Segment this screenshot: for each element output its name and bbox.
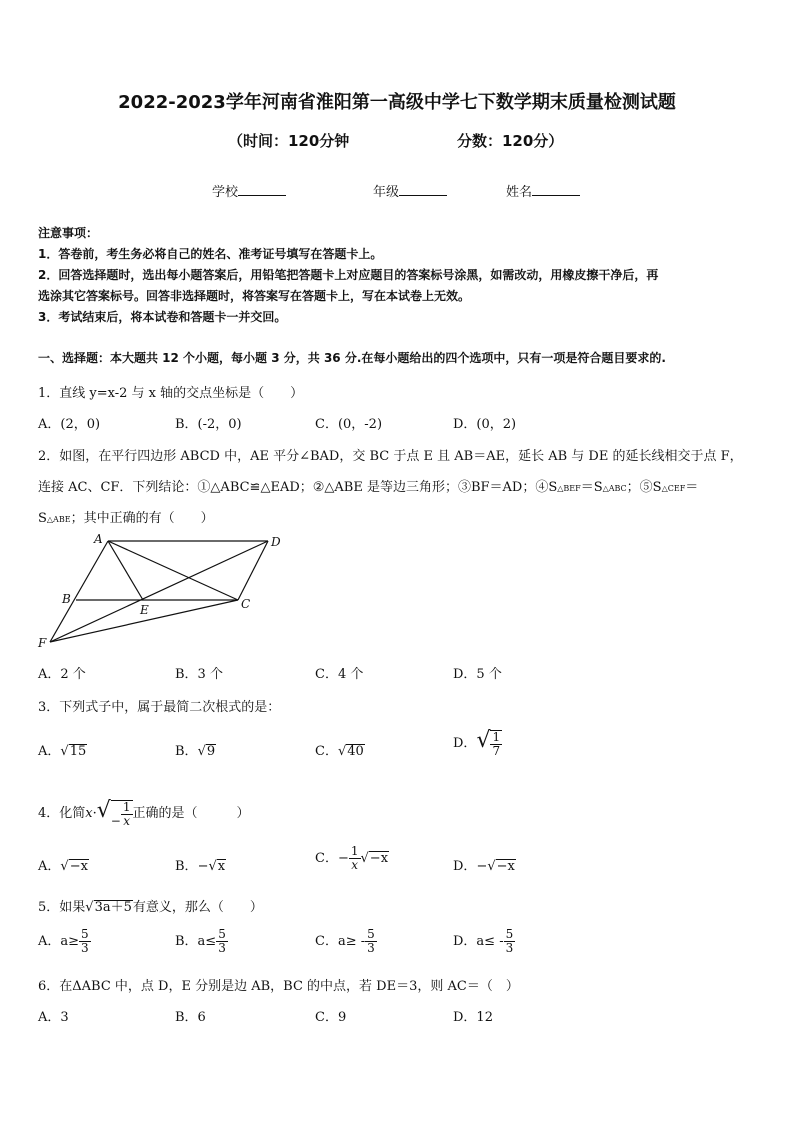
note-1: 1．答卷前，考生务必将自己的姓名、准考证号填写在答题卡上。 (38, 247, 383, 261)
q2-mid: ；⑤S (626, 480, 662, 495)
q2-sub-cef: △CEF (661, 484, 686, 493)
q3-option-d: D．√ $\frac{1}{7}$ (453, 728, 501, 758)
q2-line3 (38, 507, 214, 526)
q3-c-radicand: 40 (347, 744, 364, 759)
q4-var: x (85, 806, 93, 821)
q4-b-label: B． (175, 859, 198, 874)
q3-option-a: A．√15 (38, 744, 87, 759)
q1-option-b: B．(-2，0) (175, 417, 242, 432)
q1-stem: 1．直线 y=x-2 与 x 轴的交点坐标是（ ） (38, 386, 304, 401)
q2-option-b: B．3 个 (175, 667, 223, 682)
q4-stem-pre: 4．化简 (38, 806, 86, 821)
q4-c-radicand: −x (369, 851, 389, 866)
q5-option-a (38, 928, 91, 955)
q2-sub-abe: △ABE (46, 515, 71, 524)
q2-sub-bef: △BEF (557, 484, 581, 493)
q4-d-pre: − (476, 859, 488, 874)
school-blank (238, 183, 286, 196)
q4-d-label: D． (453, 859, 477, 874)
q1-option-d: D．(0，2) (453, 417, 517, 432)
label-e: E (140, 603, 149, 617)
q2-line2 (38, 476, 698, 495)
q3-a-label: A． (38, 744, 61, 759)
q5-b-den: 3 (218, 941, 226, 955)
q6-option-a: A．3 (38, 1010, 69, 1025)
q2-option-a: A．2 个 (38, 667, 86, 682)
label-a: A (94, 532, 103, 546)
q3-d-den: 7 (492, 743, 501, 758)
name-blank (532, 183, 580, 196)
q4-b-pre: − (197, 859, 209, 874)
q5-option-c (315, 928, 377, 955)
q3-option-c: C．√40 (315, 744, 364, 759)
note-3: 3．考试结束后，将本试卷和答题卡一并交回。 (38, 310, 287, 324)
q3-b-label: B． (175, 744, 198, 759)
q5-b-label: B．a≤ (175, 934, 217, 949)
q3-stem: 3．下列式子中，属于最简二次根式的是： (38, 700, 281, 715)
q5-stem-post: 有意义，那么（ ） (132, 900, 263, 915)
q3-d-num: 1 (492, 729, 501, 744)
q4-d-radicand: −x (496, 859, 515, 874)
q3-b-radicand: 9 (206, 744, 216, 759)
q4-option-c: C．− $\frac{1}{x}$ √−x (315, 844, 389, 872)
note-2b: 选涂其它答案标号。回答非选择题时，将答案写在答题卡上，写在本试卷上无效。 (38, 289, 471, 303)
q4-den: x (123, 813, 131, 828)
q5-stem-pre: 5．如果 (38, 900, 86, 915)
q3-option-b: B．√9 (175, 744, 216, 759)
q5-d-label: D．a≤ - (453, 934, 504, 949)
q5-option-b (175, 928, 228, 955)
q5-option-d (453, 928, 515, 955)
q5-stem: 5．如果√3a＋5有意义，那么（ ） (38, 900, 263, 915)
grade-label: 年级 (373, 185, 400, 200)
q4-c-num: 1 (350, 844, 359, 858)
school-label: 学校 (212, 185, 239, 200)
q6-option-c: C．9 (315, 1010, 347, 1025)
school-field (212, 181, 286, 200)
q6-option-d: D．12 (453, 1010, 493, 1025)
q2-line3-s: S (38, 511, 47, 526)
q4-option-b: B．−√x (175, 859, 226, 874)
q2-option-d: D．5 个 (453, 667, 502, 682)
grade-field (373, 181, 447, 200)
q6-option-b: B．6 (175, 1010, 206, 1025)
q1-option-a: A．(2，0) (38, 417, 101, 432)
q5-radicand: 3a＋5 (94, 900, 132, 915)
q3-d-label: D． (453, 736, 477, 751)
exam-title: 2022-2023学年河南省淮阳第一高级中学七下数学期末质量检测试题 (118, 92, 676, 113)
q5-c-den: 3 (367, 941, 375, 955)
q2-eq1: ＝S (580, 480, 603, 495)
exam-score: 分数：120分） (457, 132, 564, 150)
q4-stem: 4．化简x·√− $\frac{1}{x}$ 正确的是（ ） (38, 798, 250, 828)
label-b: B (62, 592, 71, 606)
q2-line3-text: ；其中正确的有（ ） (70, 511, 214, 526)
q5-a-label: A．a≥ (38, 934, 80, 949)
parallelogram-figure (30, 530, 300, 650)
q3-c-label: C． (315, 744, 338, 759)
q4-c-pre: − (337, 851, 349, 866)
grade-blank (399, 183, 447, 196)
q4-option-d: D．−√−x (453, 859, 515, 874)
q4-option-a: A．√−x (38, 859, 88, 874)
name-label: 姓名 (506, 185, 533, 200)
q4-stem-post: 正确的是（ ） (132, 806, 250, 821)
q2-sub-abc: △ABC (602, 484, 627, 493)
q4-a-radicand: −x (69, 859, 88, 874)
q6-stem: 6．在ΔABC 中，点 D，E 分别是边 AB，BC 的中点，若 DE＝3，则 AC＝（ ） (38, 979, 519, 994)
q5-d-num: 5 (505, 927, 514, 941)
label-d: D (271, 535, 281, 549)
notes-heading: 注意事项： (38, 226, 99, 240)
q3-a-radicand: 15 (69, 744, 87, 759)
q5-c-num: 5 (367, 927, 375, 941)
label-c: C (241, 597, 251, 611)
section-heading: 一、选择题：本大题共 12 个小题，每小题 3 分，共 36 分.在每小题给出的四个选项中，只有一项是符合题目要求的. (38, 351, 666, 365)
q2-eq2: ＝ (685, 480, 699, 495)
q1-option-c: C．(0，-2) (315, 417, 383, 432)
q2-line2-text: 连接 AC、CF．下列结论：①△ABC≌△EAD；②△ABE 是等边三角形；③BF＝AD；④S (38, 480, 558, 495)
q5-d-den: 3 (505, 941, 514, 955)
name-field (506, 181, 580, 200)
q4-b-radicand: x (217, 859, 226, 874)
exam-time: （时间：120分钟 (228, 132, 350, 150)
q5-c-label: C．a≥ - (315, 934, 366, 949)
q4-a-label: A． (38, 859, 61, 874)
q2-option-c: C．4 个 (315, 667, 364, 682)
q4-c-label: C． (315, 851, 338, 866)
q4-num: 1 (122, 799, 131, 814)
label-f: F (38, 636, 47, 650)
q5-b-num: 5 (218, 927, 226, 941)
note-2a: 2．回答选择题时，选出每小题答案后，用铅笔把答题卡上对应题目的答案标号涂黑，如需改动，用橡皮擦干净后，再 (38, 268, 659, 282)
q4-c-den: x (351, 858, 359, 872)
q5-a-num: 5 (81, 927, 89, 941)
q2-line1: 2．如图，在平行四边形 ABCD 中，AE 平分∠BAD，交 BC 于点 E 且 AB＝AE，延长 AB 与 DE 的延长线相交于点 F， (38, 449, 743, 464)
q5-a-den: 3 (81, 941, 89, 955)
